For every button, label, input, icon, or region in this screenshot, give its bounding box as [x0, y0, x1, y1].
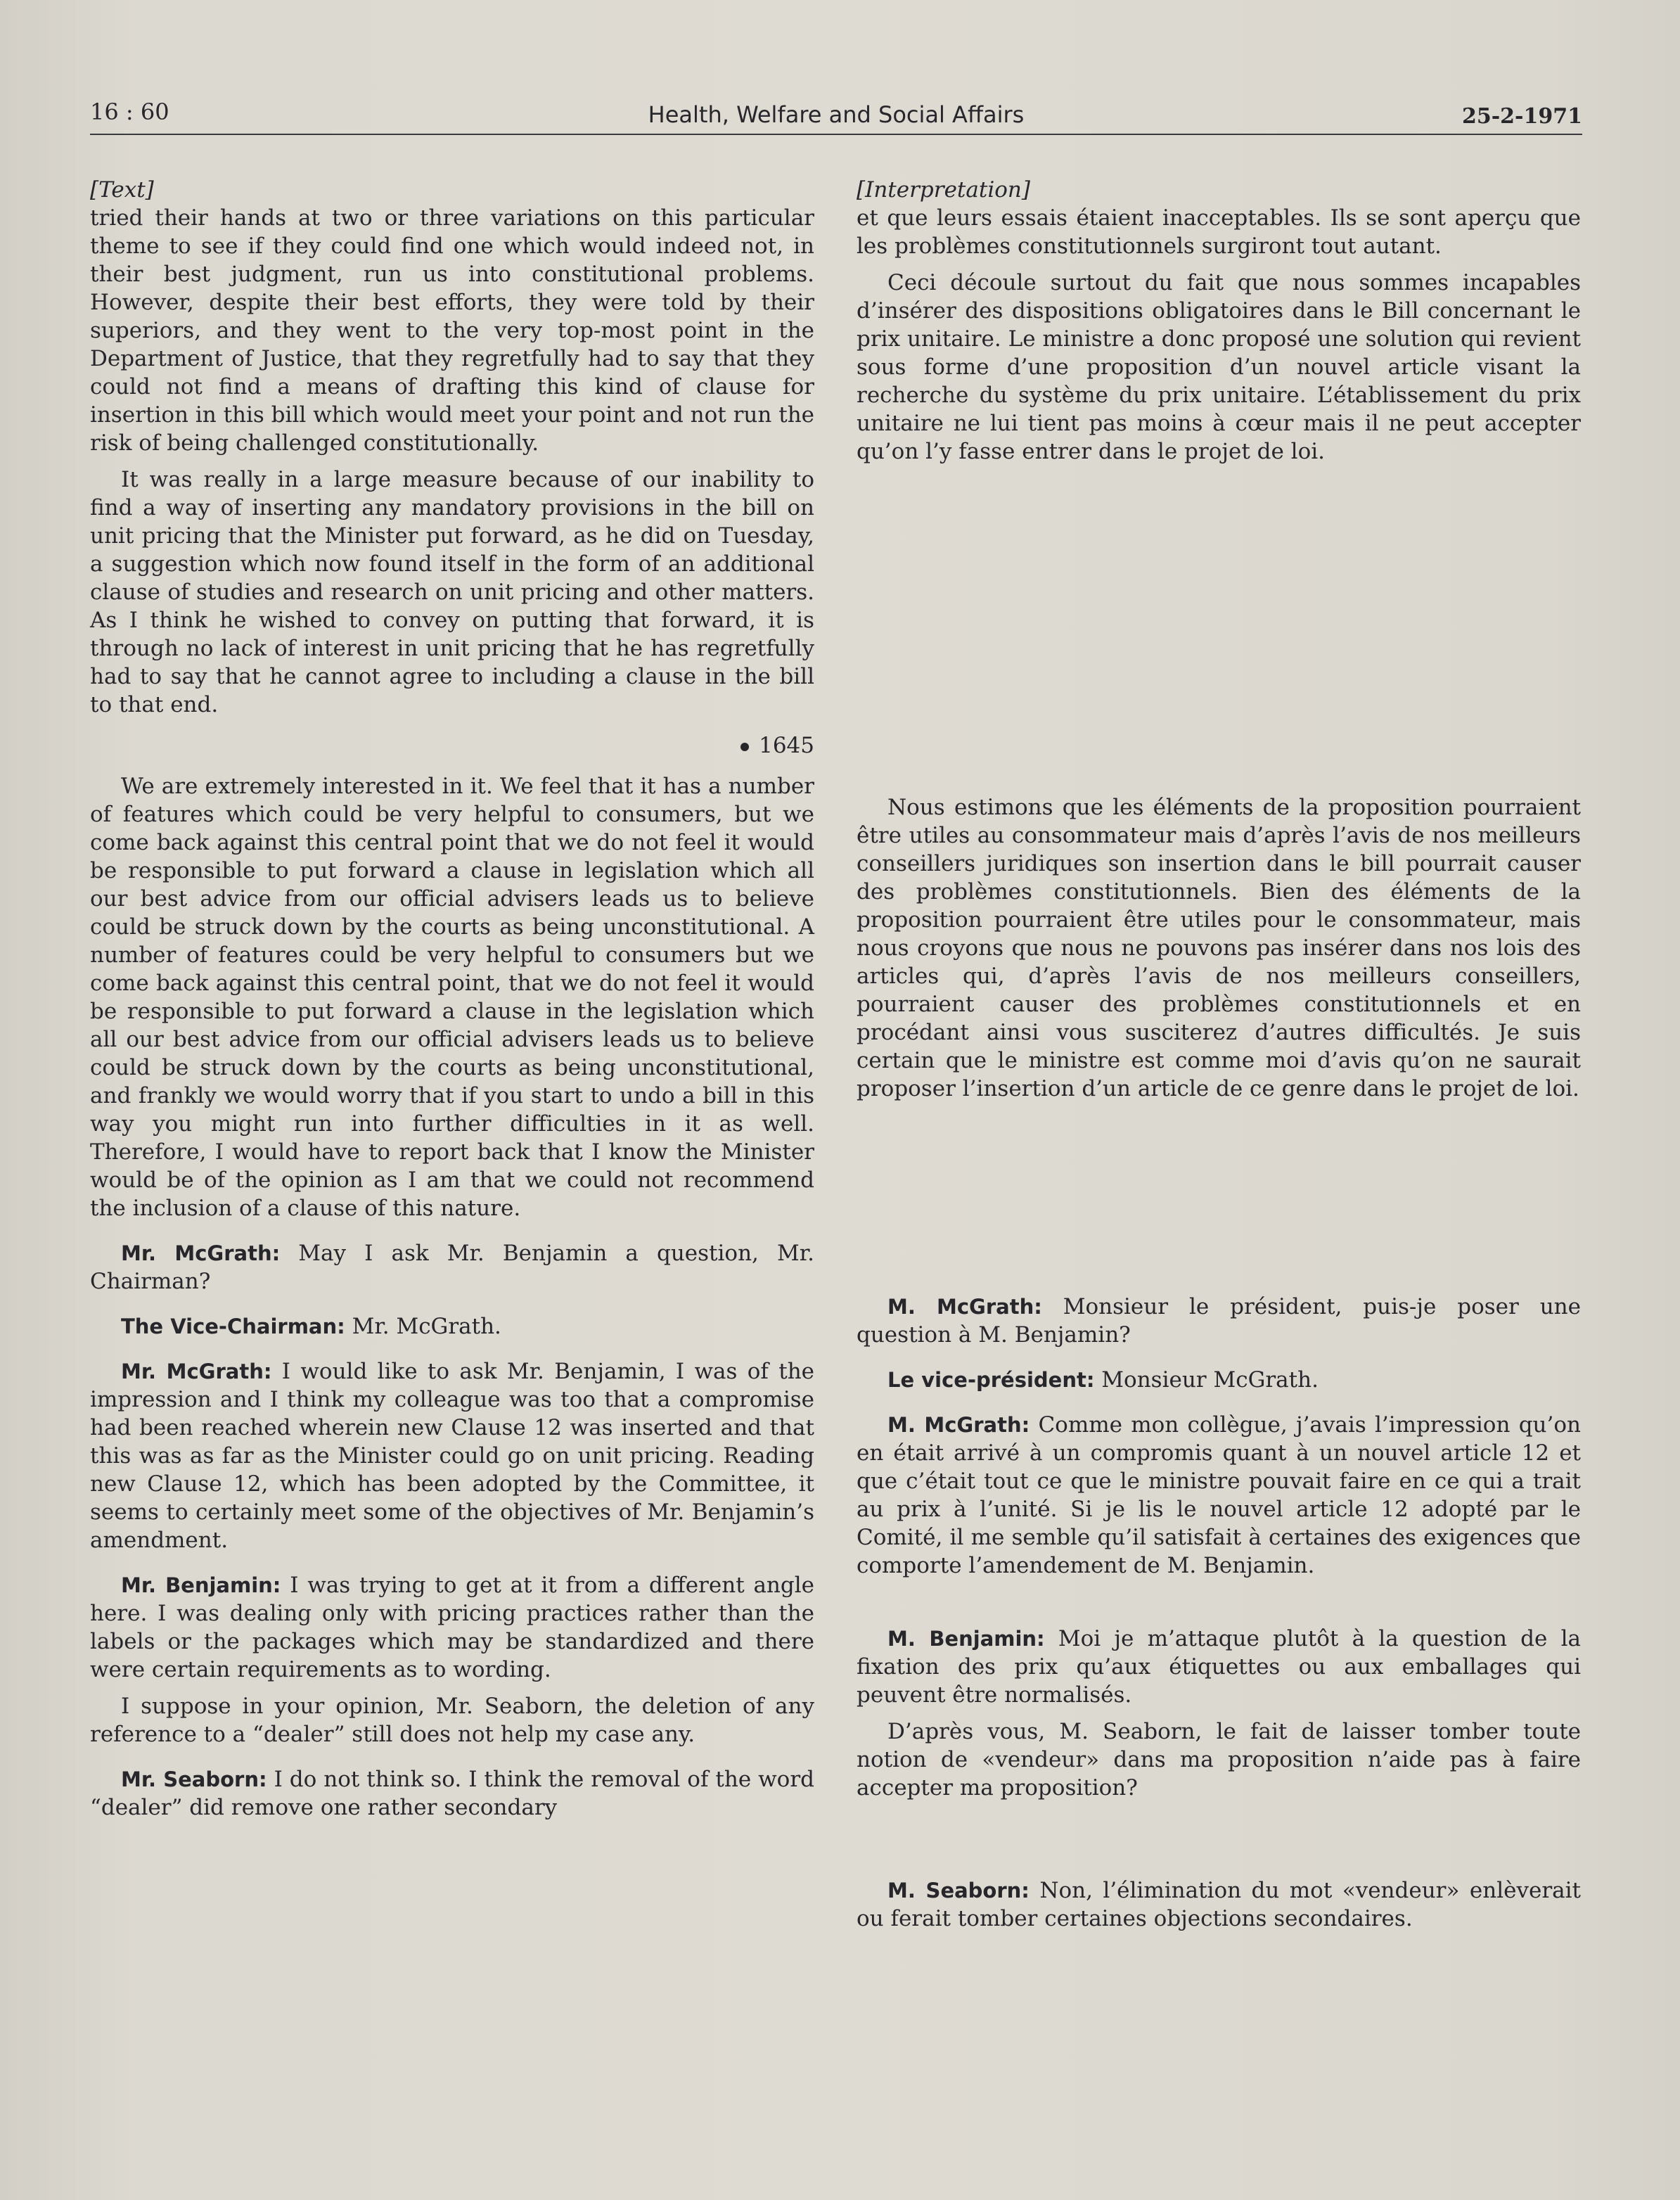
paragraph: tried their hands at two or three variations on this particular theme to see if they could find one which would indeed not, in their best judgment, run us into constitutional problems. However, despite their best efforts, they were told by their superiors, and they went to the very top-most point in the Department of Justice, that they regretfully had to say that they could not find a means of drafting this kind of clause for insertion in this bill which would meet your point and not run the risk of being challenged constitutionally. — [90, 205, 814, 456]
speech — [857, 1293, 1581, 1349]
timestamp — [90, 731, 814, 760]
speech-text: I was trying to get at it from a different angle here. I was dealing only with pricing practices rather than the labels or the packages which may be standardized and there were certain requirements as to wording. — [90, 1573, 814, 1682]
paragraph: I suppose in your opinion, Mr. Seaborn, the deletion of any reference to a “dealer” still does not help my case any. — [90, 1694, 814, 1747]
speaker-name: Mr. McGrath: — [121, 1241, 281, 1265]
speech-text: Mr. McGrath. — [345, 1314, 501, 1339]
speaker-name: The Vice-Chairman: — [121, 1315, 345, 1338]
speech-text: I would like to ask Mr. Benjamin, I was of the impression and I think my colleague was too that a compromise had been reached wherein new Clause 12 was inserted and that this was as far as the Minister could go on unit pricing. Reading new Clause 12, which has been adopted by the Committee, it seems to certainly meet some of the objectives of Mr. Benjamin’s amendment. — [90, 1359, 814, 1553]
paragraph: Ceci découle surtout du fait que nous sommes incapables d’insérer des dispositions obligatoires dans le Bill concernant le prix unitaire. Le ministre a donc proposé une solution qui revient sous forme d’une proposition d’un nouvel article visant la recherche du système du prix unitaire. L’établissement du prix unitaire ne lui tient pas moins à cœur mais il ne peut accepter qu’on l’y fasse entrer dans le projet de loi. — [857, 270, 1581, 464]
speech-text: Comme mon collègue, j’avais l’impression qu’on en était arrivé à un compromis quant à un nouvel article 12 et que c’était tout ce que le ministre pouvait faire en ce qui a trait au prix à l’unité. Si je lis le nouvel article 12 adopté par le Comité, il me semble qu’il satisfait à certaines des exigences que comporte l’amendement de M. Benjamin. — [857, 1412, 1581, 1578]
french-column — [857, 176, 1581, 1933]
speaker-name: Mr. Seaborn: — [121, 1767, 267, 1791]
speech — [857, 1625, 1581, 1709]
speaker-name: M. McGrath: — [887, 1413, 1030, 1437]
speech — [857, 1366, 1581, 1394]
speaker-name: M. McGrath: — [887, 1295, 1042, 1319]
paragraph: We are extremely interested in it. We feel that it has a number of features which could be very helpful to consumers, but we come back against this central point that we do not feel it would be responsible to put forward a clause in legislation which all our best advice from our official advisers leads us to believe could be struck down by the courts as being unconstitutional. A number of features could be very helpful to consumers but we come back against this central point, that we do not feel it would be responsible to put forward a clause in the legislation which all our best advice from our official advisers leads us to believe could be struck down by the courts as being unconstitutional, and frankly we would worry that if you start to undo a bill in this way you might run into further difficulties in it as well. Therefore, I would have to report back that I know the Minister would be of the opinion as I am that we could not recommend the inclusion of a clause of this nature. — [90, 774, 814, 1221]
speech — [90, 1571, 814, 1684]
speaker-name: Le vice-président: — [887, 1368, 1095, 1392]
speaker-name: Mr. McGrath: — [121, 1360, 272, 1383]
bullet-icon — [740, 743, 749, 751]
page-header — [90, 98, 1582, 135]
speech — [90, 1312, 814, 1341]
paragraph: It was really in a large measure because of our inability to find a way of inserting any mandatory provisions in the bill on unit pricing that the Minister put forward, as he did on Tuesday, a suggestion which now found itself in the form of an additional clause of studies and research on unit pricing and other matters. As I think he wished to convey on putting that forward, it is through no lack of interest in unit pricing that he has regretfully had to say that he cannot agree to including a clause in the bill to that end. — [90, 467, 814, 717]
speech-text: I do not think so. I think the removal of the word “dealer” did remove one rather secondary — [90, 1767, 814, 1820]
interpretation-label: [Interpretation] — [857, 177, 1030, 203]
header-date: 25-2-1971 — [1461, 104, 1582, 129]
speech — [90, 1765, 814, 1822]
header-title: Health, Welfare and Social Affairs — [648, 101, 1025, 128]
speech — [857, 1876, 1581, 1933]
speech-text: Monsieur McGrath. — [1094, 1367, 1319, 1393]
speech-text: Moi je m’attaque plutôt à la question de la fixation des prix qu’aux étiquettes ou aux emballages qui peuvent être normalisés. — [857, 1626, 1581, 1708]
speaker-name: Mr. Benjamin: — [121, 1573, 281, 1597]
speech-text: May I ask Mr. Benjamin a question, Mr. Chairman? — [90, 1241, 815, 1294]
paragraph: D’après vous, M. Seaborn, le fait de laisser tomber toute notion de «vendeur» dans ma proposition n’aide pas à faire accepter ma proposition? — [857, 1719, 1581, 1801]
speech — [90, 1239, 814, 1296]
speaker-name: M. Seaborn: — [887, 1879, 1030, 1902]
text-label: [Text] — [90, 177, 154, 203]
paragraph: et que leurs essais étaient inacceptables. Ils se sont aperçu que les problèmes constitutionnels surgiront tout autant. — [857, 205, 1581, 259]
speaker-name: M. Benjamin: — [887, 1627, 1045, 1651]
speech — [90, 1357, 814, 1554]
speech — [857, 1411, 1581, 1580]
timestamp-value: 1645 — [759, 733, 814, 758]
paragraph: Nous estimons que les éléments de la proposition pourraient être utiles au consommateur mais d’après l’avis de nos meilleurs conseillers juridiques son insertion dans le bill pourrait causer des problèmes constitutionnels. Bien des éléments de la proposition pourraient être utiles pour le consommateur, mais nous croyons que nous ne pouvons pas insérer dans nos lois des articles qui, d’après l’avis de nos meilleurs conseillers, pourraient causer des problèmes constitutionnels et en procédant ainsi vous susciterez d’autres difficultés. Je suis certain que le ministre est comme moi d’avis qu’on ne saurait proposer l’insertion d’un article de ce genre dans le projet de loi. — [857, 795, 1581, 1101]
speech-text: Monsieur le président, puis-je poser une question à M. Benjamin? — [857, 1294, 1581, 1348]
speech-text: Non, l’élimination du mot «vendeur» enlèverait ou ferait tomber certaines objections secondaires. — [857, 1878, 1581, 1931]
page-number: 16 : 60 — [90, 98, 169, 125]
english-column — [90, 176, 814, 1822]
